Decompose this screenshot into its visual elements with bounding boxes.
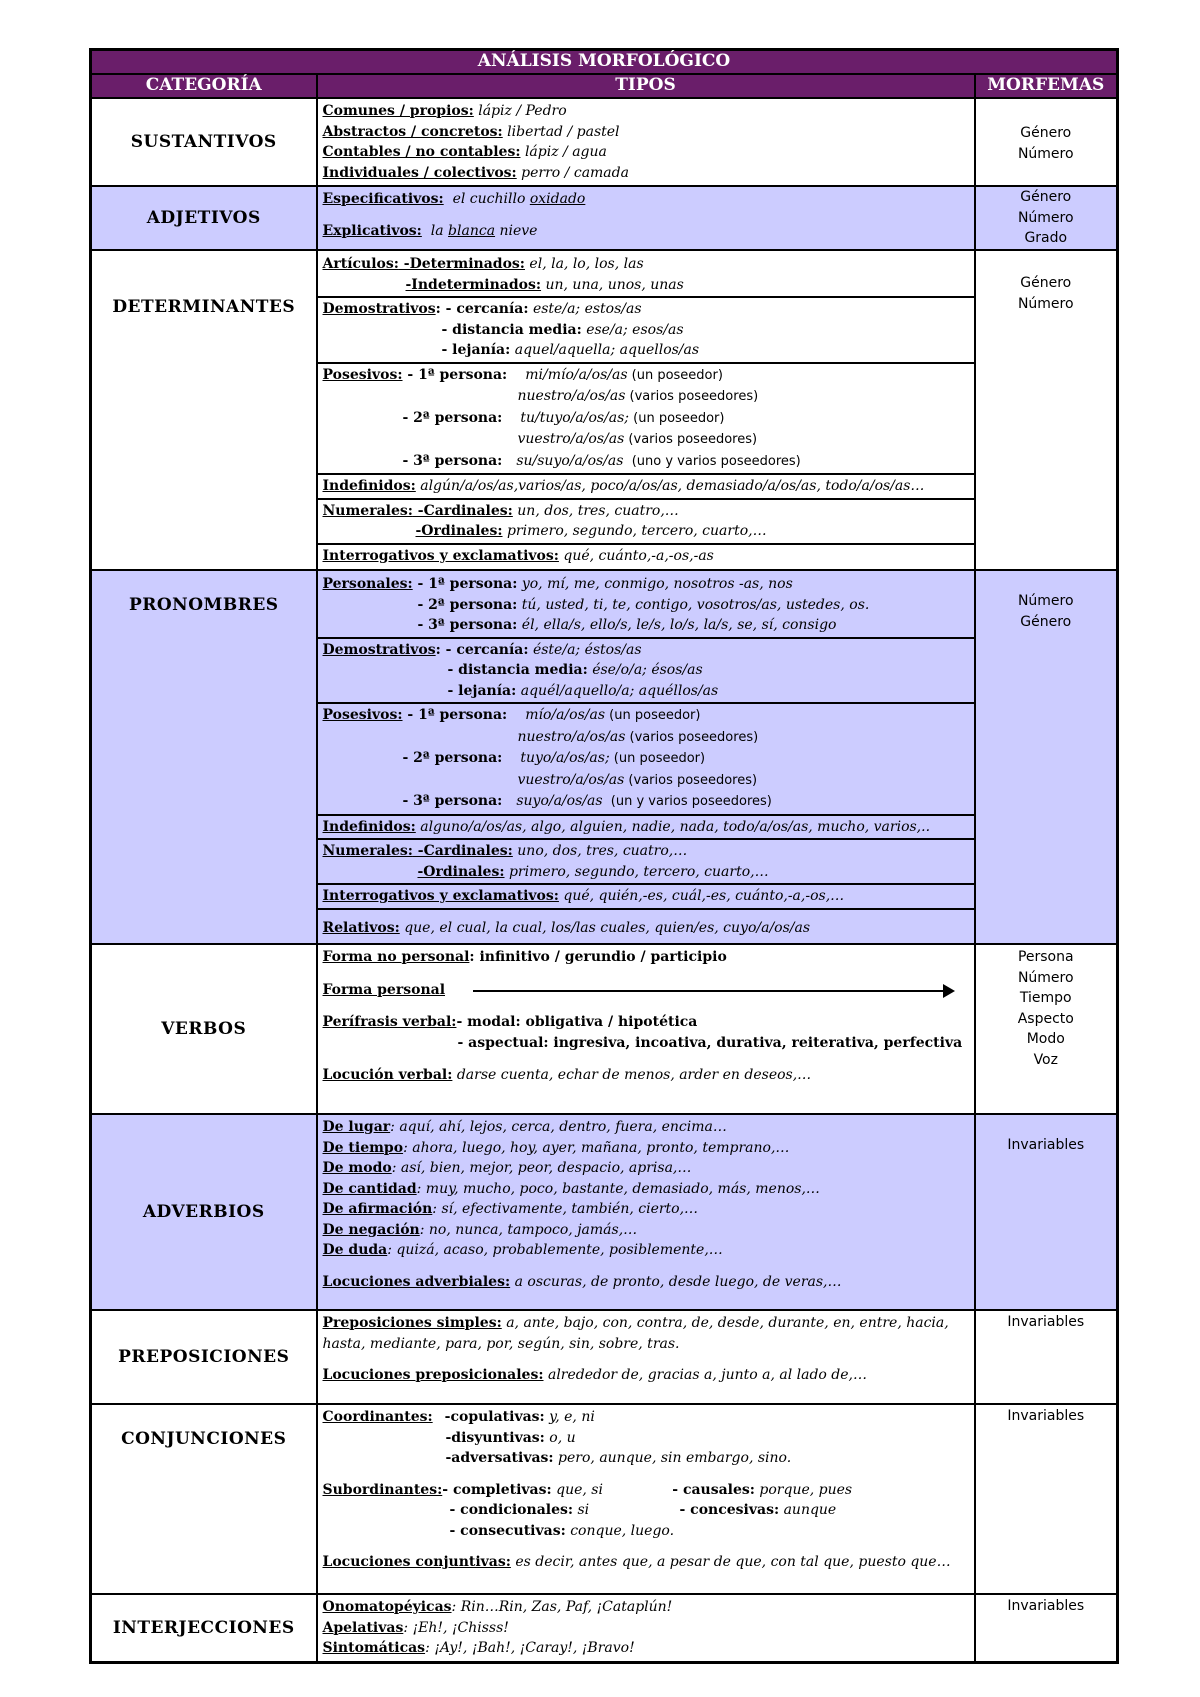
note: (un poseedor) [627, 367, 723, 383]
sublabel: - causales: [672, 1481, 755, 1498]
example: tuyo/a/os/as; [520, 750, 610, 766]
sublabel: : infinitivo / gerundio / participio [469, 949, 727, 965]
row-verbos [91, 944, 1118, 1114]
morf-invariables: Invariables [1007, 1137, 1085, 1153]
list-item [323, 1158, 970, 1179]
example: el cuchillo [443, 191, 530, 207]
label: Interrogativos y exclamativos: [322, 547, 559, 564]
example: o, u [544, 1429, 576, 1446]
row-conjunciones [91, 1404, 1118, 1594]
example: aquel/aquella; aquellos/as [510, 342, 700, 358]
sublabel: - 2ª persona: [402, 750, 503, 766]
cat-interjecciones: INTERJECCIONES [91, 1594, 317, 1662]
example: suyo/a/os/as [516, 793, 603, 809]
header-tipos: TIPOS [317, 74, 975, 98]
list-item [323, 1199, 970, 1220]
morf-verbos [975, 944, 1118, 1114]
example: : no, nunca, tampoco, jamás,… [419, 1221, 638, 1238]
example: yo, mí, me, conmigo, nosotros -as, nos [517, 576, 793, 592]
types-sustantivos [317, 98, 975, 186]
example: darse cuenta, echar de menos, arder en deseos,… [452, 1067, 812, 1083]
sublabel: - 1ª persona: [402, 366, 508, 383]
morf-pronombres [975, 570, 1118, 944]
example: nieve [495, 222, 538, 239]
label: Locuciones adverbiales: [322, 1273, 511, 1290]
note: (un poseedor) [605, 708, 701, 723]
pron-relativos [318, 910, 974, 940]
morf-interjecciones [975, 1594, 1118, 1662]
label: Personales: [322, 576, 413, 592]
example: perro / camada [516, 164, 629, 181]
morf-invariables: Invariables [1007, 1408, 1085, 1424]
label: -Cardinales: [412, 843, 513, 859]
verb-locucion [323, 1065, 970, 1086]
sublabel: - 3ª persona: [417, 617, 518, 633]
label: Sintomáticas [322, 1640, 426, 1656]
example: aunque [779, 1502, 837, 1518]
label: De modo [322, 1160, 392, 1176]
morf-genero: Género [1020, 189, 1072, 205]
example: éste/a; éstos/as [528, 641, 642, 658]
morf-numero: Número [1017, 145, 1074, 162]
label: Indefinidos: [322, 478, 416, 494]
row-pronombres [91, 570, 1118, 944]
arrow-icon [473, 990, 943, 992]
note: (varios poseedores) [625, 389, 759, 404]
example: vuestro/a/os/as [517, 771, 625, 788]
list-item [323, 1117, 970, 1138]
verb-perifrasis [323, 1012, 970, 1033]
example: libertad / pastel [502, 123, 620, 140]
sublabel: : - cercanía: [435, 641, 529, 658]
morf-invariables: Invariables [1007, 1314, 1085, 1330]
morf-sustantivos [975, 98, 1118, 186]
analysis-sheet [89, 48, 1116, 1664]
list-item [323, 1240, 970, 1261]
label: Locuciones conjuntivas: [322, 1554, 511, 1570]
sublabel: - 2ª persona: [402, 409, 503, 426]
note: (un poseedor) [609, 751, 706, 766]
list-item [323, 1618, 970, 1639]
conj-coord [323, 1407, 970, 1428]
label: De duda [322, 1242, 388, 1258]
morf-adverbios [975, 1114, 1118, 1310]
label: Numerales: [322, 843, 413, 859]
cat-sustantivos: SUSTANTIVOS [91, 98, 317, 186]
sublabel: - distancia media: [447, 662, 588, 678]
pron-indefinidos [318, 816, 974, 841]
det-numerales [318, 500, 974, 545]
prep-locuciones [323, 1365, 970, 1386]
label: Relativos: [322, 919, 400, 936]
example: primero, segundo, tercero, cuarto,… [504, 863, 769, 880]
label: Posesivos: [322, 366, 403, 383]
sublabel: - lejanía: [441, 342, 511, 358]
sublabel: - 3ª persona: [402, 452, 503, 469]
sublabel: - 1ª persona: [412, 576, 518, 592]
morf-aspecto: Aspecto [1017, 1010, 1074, 1027]
list-item [323, 1638, 970, 1659]
list-item [323, 142, 970, 163]
sublabel: : - cercanía: [435, 301, 529, 317]
types-interjecciones [317, 1594, 975, 1662]
morf-voz: Voz [1033, 1051, 1058, 1068]
example: ese/a; esos/as [581, 321, 684, 338]
sublabel: - concesivas: [679, 1502, 780, 1518]
example: : ahora, luego, hoy, ayer, mañana, pronto, temprano,… [403, 1139, 790, 1156]
label: De negación [322, 1221, 420, 1238]
morf-determinantes [975, 250, 1118, 570]
label: Preposiciones simples: [322, 1315, 502, 1331]
example: : quizá, acaso, probablemente, posiblemente,… [387, 1242, 723, 1258]
cat-adjetivos: ADJETIVOS [91, 186, 317, 250]
title-row [91, 50, 1118, 75]
note: (varios poseedores) [624, 432, 758, 447]
cat-preposiciones: PREPOSICIONES [91, 1310, 317, 1404]
header-row [91, 74, 1118, 98]
example: vuestro/a/os/as [517, 431, 625, 447]
verb-no-personal [323, 947, 970, 968]
morf-numero: Número [1017, 295, 1074, 312]
note: (varios poseedores) [624, 772, 758, 788]
example: a, ante, bajo, con, contra, de, desde, durante, en, entre, hacia, hasta, mediante, para, por, según, sin, sobre, tras. [322, 1315, 949, 1352]
sublabel: - 2ª persona: [417, 596, 518, 613]
types-adjetivos [317, 186, 975, 250]
cat-adverbios: ADVERBIOS [91, 1114, 317, 1310]
example: lápiz / Pedro [473, 103, 567, 119]
sublabel: -copulativas: [444, 1409, 545, 1425]
morf-persona: Persona [1017, 949, 1074, 965]
verb-personal [323, 980, 970, 1001]
row-sustantivos [91, 98, 1118, 186]
example: pero, aunque, sin embargo, sino. [553, 1450, 792, 1466]
header-morfemas: MORFEMAS [975, 74, 1118, 98]
sublabel: - aspectual: ingresiva, incoativa, durativa, reiterativa, perfectiva [457, 1034, 963, 1051]
sublabel: - lejanía: [447, 682, 517, 699]
morf-grado: Grado [1024, 230, 1068, 246]
sublabel: - completivas: [442, 1481, 552, 1498]
example: que, si [551, 1481, 603, 1498]
example: él, ella/s, ello/s, le/s, lo/s, la/s, se, sí, consigo [517, 617, 837, 633]
label: Perífrasis verbal: [322, 1014, 457, 1030]
sublabel: - consecutivas: [449, 1522, 566, 1539]
pron-personales [318, 573, 974, 639]
label: -Determinados: [398, 256, 525, 272]
morf-invariables: Invariables [1007, 1598, 1085, 1614]
example: primero, segundo, tercero, cuarto,… [502, 523, 767, 539]
example: su/suyo/a/os/as [516, 452, 624, 469]
example: nuestro/a/os/as [517, 728, 626, 745]
example: un, dos, tres, cuatro,… [512, 502, 679, 519]
label: Coordinantes: [322, 1409, 433, 1425]
example: : Rin…Rin, Zas, Paf, ¡Cataplún! [451, 1599, 673, 1615]
label: Demostrativos [322, 641, 436, 658]
morf-genero: Género [1020, 275, 1072, 291]
label: Locución verbal: [322, 1067, 453, 1083]
cat-conjunciones: CONJUNCIONES [91, 1404, 317, 1594]
example: conque, luego. [565, 1522, 675, 1539]
morf-tiempo: Tiempo [1019, 990, 1072, 1006]
label: Apelativas [322, 1619, 404, 1636]
label: De cantidad [322, 1180, 417, 1197]
sublabel: - 1ª persona: [402, 707, 508, 723]
note: (un y varios poseedores) [602, 794, 772, 809]
list-item [323, 163, 970, 184]
example: algún/a/os/as,varios/as, poco/a/os/as, demasiado/a/os/as, todo/a/os/as… [415, 478, 925, 494]
sublabel: -disyuntivas: [445, 1429, 545, 1446]
label: Subordinantes: [322, 1481, 443, 1498]
det-posesivos [318, 364, 974, 476]
types-pronombres [317, 570, 975, 944]
label: Numerales: [322, 502, 413, 519]
label: Comunes / propios: [322, 103, 474, 119]
table-title: ANÁLISIS MORFOLÓGICO [91, 50, 1118, 75]
label: Posesivos: [322, 707, 403, 723]
label: Abstractos / concretos: [322, 123, 503, 140]
note: (un poseedor) [629, 410, 725, 426]
det-articulos [318, 253, 974, 298]
example: alguno/a/os/as, algo, alguien, nadie, nada, todo/a/os/as, mucho, varios,.. [415, 818, 931, 835]
label: Individuales / colectivos: [322, 164, 517, 181]
row-interjecciones [91, 1594, 1118, 1662]
list-item [323, 101, 970, 122]
example: : muy, mucho, poco, bastante, demasiado, más, menos,… [416, 1180, 820, 1197]
header-categoria: CATEGORÍA [91, 74, 317, 98]
label: Interrogativos y exclamativos: [322, 888, 559, 904]
example: : aquí, ahí, lejos, cerca, dentro, fuera, encima… [390, 1119, 727, 1135]
example: : ¡Ay!, ¡Bah!, ¡Caray!, ¡Bravo! [425, 1640, 635, 1656]
types-preposiciones [317, 1310, 975, 1404]
label: Indefinidos: [322, 818, 416, 835]
label: De lugar [322, 1119, 391, 1135]
label: Especificativos: [322, 191, 444, 207]
pron-posesivos [318, 704, 974, 816]
example: el, la, lo, los, las [524, 256, 644, 272]
example: y, e, ni [544, 1409, 595, 1425]
example: : así, bien, mejor, peor, despacio, aprisa,… [391, 1160, 692, 1176]
prep-simples [323, 1313, 970, 1354]
label: Artículos: [322, 256, 399, 272]
example: que, el cual, la cual, los/las cuales, quien/es, cuyo/a/os/as [399, 919, 811, 936]
types-verbos [317, 944, 975, 1114]
pron-numerales [318, 840, 974, 885]
morf-genero: Género [1020, 125, 1072, 141]
morf-adjetivos [975, 186, 1118, 250]
label: Forma personal [322, 981, 446, 998]
label: Forma no personal [322, 949, 470, 965]
example: este/a; estos/as [528, 301, 642, 317]
adj-expl [323, 221, 970, 242]
example: alrededor de, gracias a, junto a, al lado de,… [543, 1367, 868, 1383]
list-item [323, 122, 970, 143]
label: De afirmación [322, 1201, 433, 1217]
label: Onomatopéyicas [322, 1599, 452, 1615]
example: mío/a/os/as [525, 707, 606, 723]
morf-numero: Número [1017, 209, 1074, 226]
types-conjunciones [317, 1404, 975, 1594]
example: : sí, efectivamente, también, cierto,… [432, 1201, 699, 1217]
example: la [421, 222, 449, 239]
list-item [323, 1179, 970, 1200]
cat-determinantes: DETERMINANTES [91, 250, 317, 570]
adv-locuciones [323, 1272, 970, 1293]
morphology-table [89, 48, 1119, 1664]
types-determinantes [317, 250, 975, 570]
sublabel: -adversativas: [445, 1450, 554, 1466]
example: oxidado [529, 191, 586, 207]
list-item [323, 1138, 970, 1159]
example: : ¡Eh!, ¡Chisss! [403, 1619, 509, 1636]
morf-numero: Número [1017, 593, 1074, 609]
example: es decir, antes que, a pesar de que, con tal que, puesto que… [510, 1554, 951, 1570]
list-item [323, 1597, 970, 1618]
label: -Ordinales: [417, 863, 505, 880]
label: De tiempo [322, 1139, 404, 1156]
det-indefinidos [318, 475, 974, 500]
det-demostrativos [318, 298, 974, 364]
morf-conjunciones [975, 1404, 1118, 1594]
example: qué, quién,-es, cuál,-es, cuánto,-a,-os,… [558, 888, 845, 904]
label: Demostrativos [322, 301, 436, 317]
example: mi/mío/a/os/as [525, 366, 628, 383]
row-adjetivos [91, 186, 1118, 250]
example: qué, cuánto,-a,-os,-as [558, 547, 714, 564]
label: Contables / no contables: [322, 144, 521, 160]
morf-genero: Género [1020, 613, 1072, 630]
row-preposiciones [91, 1310, 1118, 1404]
example: aquél/aquello/a; aquéllos/as [516, 682, 719, 699]
example: lápiz / agua [520, 144, 607, 160]
cat-verbos: VERBOS [91, 944, 317, 1114]
example: uno, dos, tres, cuatro,… [512, 843, 688, 859]
sublabel: - condicionales: [449, 1502, 574, 1518]
pron-interrogativos [318, 885, 974, 910]
label: -Ordinales: [415, 523, 503, 539]
example: ése/o/a; ésos/as [587, 662, 703, 678]
sublabel: - distancia media: [441, 321, 582, 338]
row-determinantes [91, 250, 1118, 570]
label: Explicativos: [322, 222, 422, 239]
morf-preposiciones [975, 1310, 1118, 1404]
example: un, una, unos, unas [541, 276, 684, 293]
example: tu/tuyo/a/os/as; [520, 409, 630, 426]
row-adverbios [91, 1114, 1118, 1310]
note: (uno y varios poseedores) [623, 453, 801, 469]
example: nuestro/a/os/as [517, 388, 626, 404]
conj-subord [323, 1480, 970, 1501]
types-adverbios [317, 1114, 975, 1310]
adj-espec [323, 189, 970, 210]
example: a oscuras, de pronto, desde luego, de veras,… [510, 1273, 842, 1290]
note: (varios poseedores) [625, 729, 759, 745]
label: -Cardinales: [412, 502, 513, 519]
cat-pronombres: PRONOMBRES [91, 570, 317, 944]
label: -Indeterminados: [405, 276, 542, 293]
example: si [573, 1502, 590, 1518]
verb-aspectual [323, 1033, 970, 1054]
morf-modo: Modo [1026, 1031, 1065, 1047]
list-item [323, 1220, 970, 1241]
example: blanca [448, 222, 496, 239]
det-interrogativos [318, 545, 974, 568]
sublabel: - modal: obligativa / hipotética [456, 1014, 698, 1030]
example: tú, usted, ti, te, contigo, vosotros/as, ustedes, os. [517, 596, 870, 613]
example: porque, pues [754, 1481, 853, 1498]
label: Locuciones preposicionales: [322, 1367, 544, 1383]
pron-demostrativos [318, 639, 974, 705]
morf-numero: Número [1017, 969, 1074, 986]
conj-locuciones [323, 1552, 970, 1573]
sublabel: - 3ª persona: [402, 793, 503, 809]
